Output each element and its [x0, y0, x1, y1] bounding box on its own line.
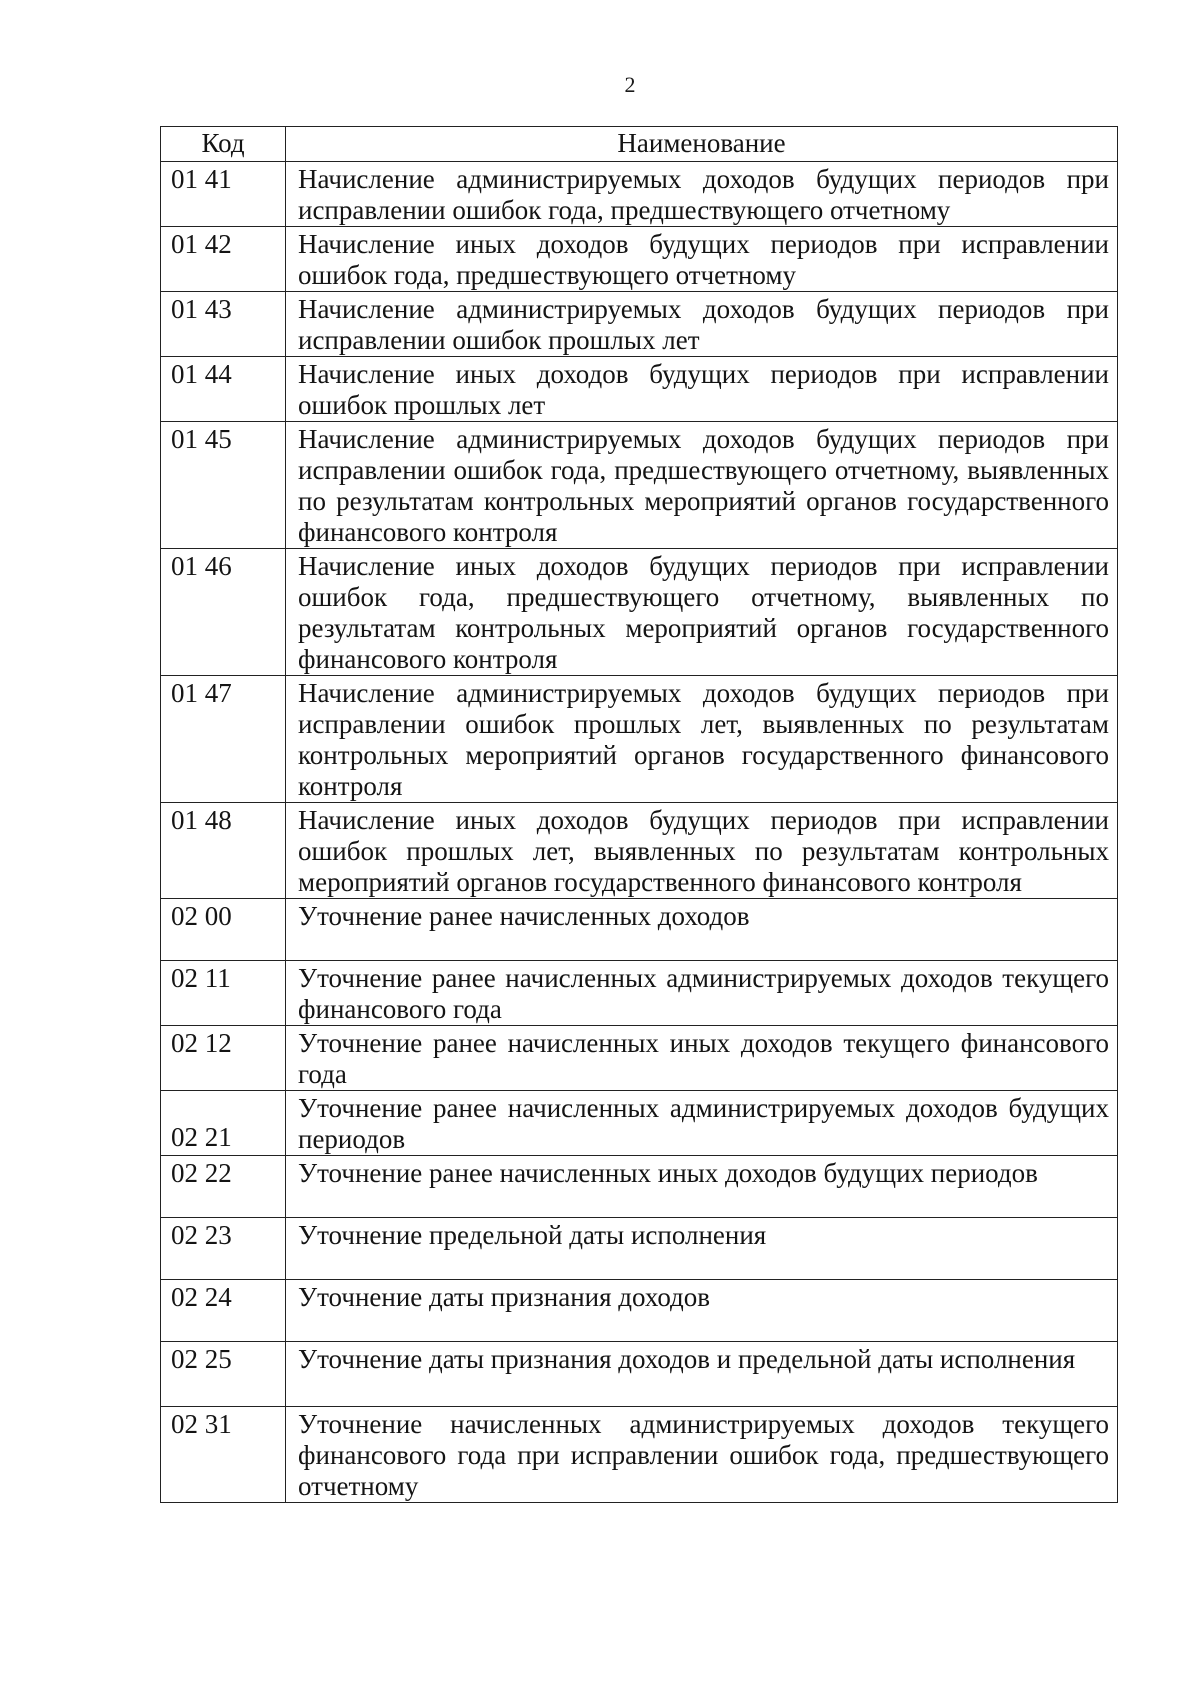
table-row	[161, 422, 1118, 549]
row-code: 01 48	[161, 803, 286, 899]
row-code: 02 31	[161, 1407, 286, 1503]
table-row	[161, 676, 1118, 803]
row-name: Начисление иных доходов будущих периодов при исправлении ошибок прошлых лет, выявленных по результатам контрольных мероприятий органов государственного финансового контроля	[286, 803, 1118, 899]
row-code: 02 00	[161, 899, 286, 961]
table-row	[161, 1407, 1118, 1503]
row-name: Уточнение даты признания доходов	[286, 1280, 1118, 1342]
row-code: 01 41	[161, 162, 286, 227]
row-code: 01 45	[161, 422, 286, 549]
table-row	[161, 1280, 1118, 1342]
row-code: 02 23	[161, 1218, 286, 1280]
row-name: Уточнение ранее начисленных администрируемых доходов текущего финансового года	[286, 961, 1118, 1026]
table-row	[161, 803, 1118, 899]
table-row	[161, 292, 1118, 357]
table-header-row	[161, 127, 1118, 162]
row-name: Уточнение ранее начисленных иных доходов будущих периодов	[286, 1156, 1118, 1218]
row-code: 01 47	[161, 676, 286, 803]
row-name: Начисление иных доходов будущих периодов при исправлении ошибок года, предшествующего отчетному, выявленных по результатам контрольных мероприятий органов государственного финансового контроля	[286, 549, 1118, 676]
table-row	[161, 899, 1118, 961]
row-code: 01 43	[161, 292, 286, 357]
row-code: 02 24	[161, 1280, 286, 1342]
page-number: 2	[624, 72, 636, 97]
row-code: 02 11	[161, 961, 286, 1026]
row-code: 01 44	[161, 357, 286, 422]
row-code: 01 46	[161, 549, 286, 676]
row-code: 01 42	[161, 227, 286, 292]
row-name: Начисление администрируемых доходов будущих периодов при исправлении ошибок прошлых лет, выявленных по результатам контрольных мероприятий органов государственного финансового контроля	[286, 676, 1118, 803]
row-name: Начисление администрируемых доходов будущих периодов при исправлении ошибок года, предшествующего отчетному, выявленных по результатам контрольных мероприятий органов государственного финансового контроля	[286, 422, 1118, 549]
row-code: 02 22	[161, 1156, 286, 1218]
row-name: Уточнение даты признания доходов и предельной даты исполнения	[286, 1342, 1118, 1407]
column-header-name: Наименование	[286, 127, 1118, 162]
row-name: Начисление администрируемых доходов будущих периодов при исправлении ошибок прошлых лет	[286, 292, 1118, 357]
row-name: Начисление иных доходов будущих периодов при исправлении ошибок прошлых лет	[286, 357, 1118, 422]
row-code: 02 12	[161, 1026, 286, 1091]
table-row	[161, 162, 1118, 227]
table-row	[161, 1091, 1118, 1156]
table-row	[161, 227, 1118, 292]
table-row	[161, 1026, 1118, 1091]
row-name: Уточнение начисленных администрируемых доходов текущего финансового года при исправлении ошибок года, предшествующего отчетному	[286, 1407, 1118, 1503]
row-code: 02 25	[161, 1342, 286, 1407]
table-row	[161, 357, 1118, 422]
row-name: Уточнение ранее начисленных администрируемых доходов будущих периодов	[286, 1091, 1118, 1156]
table-row	[161, 1218, 1118, 1280]
table-row	[161, 549, 1118, 676]
table-row	[161, 1156, 1118, 1218]
table-row	[161, 961, 1118, 1026]
column-header-code: Код	[161, 127, 286, 162]
row-name: Уточнение ранее начисленных иных доходов текущего финансового года	[286, 1026, 1118, 1091]
row-name: Уточнение предельной даты исполнения	[286, 1218, 1118, 1280]
row-name: Начисление администрируемых доходов будущих периодов при исправлении ошибок года, предшествующего отчетному	[286, 162, 1118, 227]
row-name: Начисление иных доходов будущих периодов при исправлении ошибок года, предшествующего отчетному	[286, 227, 1118, 292]
codes-table	[160, 126, 1118, 1503]
table-row	[161, 1342, 1118, 1407]
row-name: Уточнение ранее начисленных доходов	[286, 899, 1118, 961]
row-code: 02 21	[161, 1091, 286, 1156]
